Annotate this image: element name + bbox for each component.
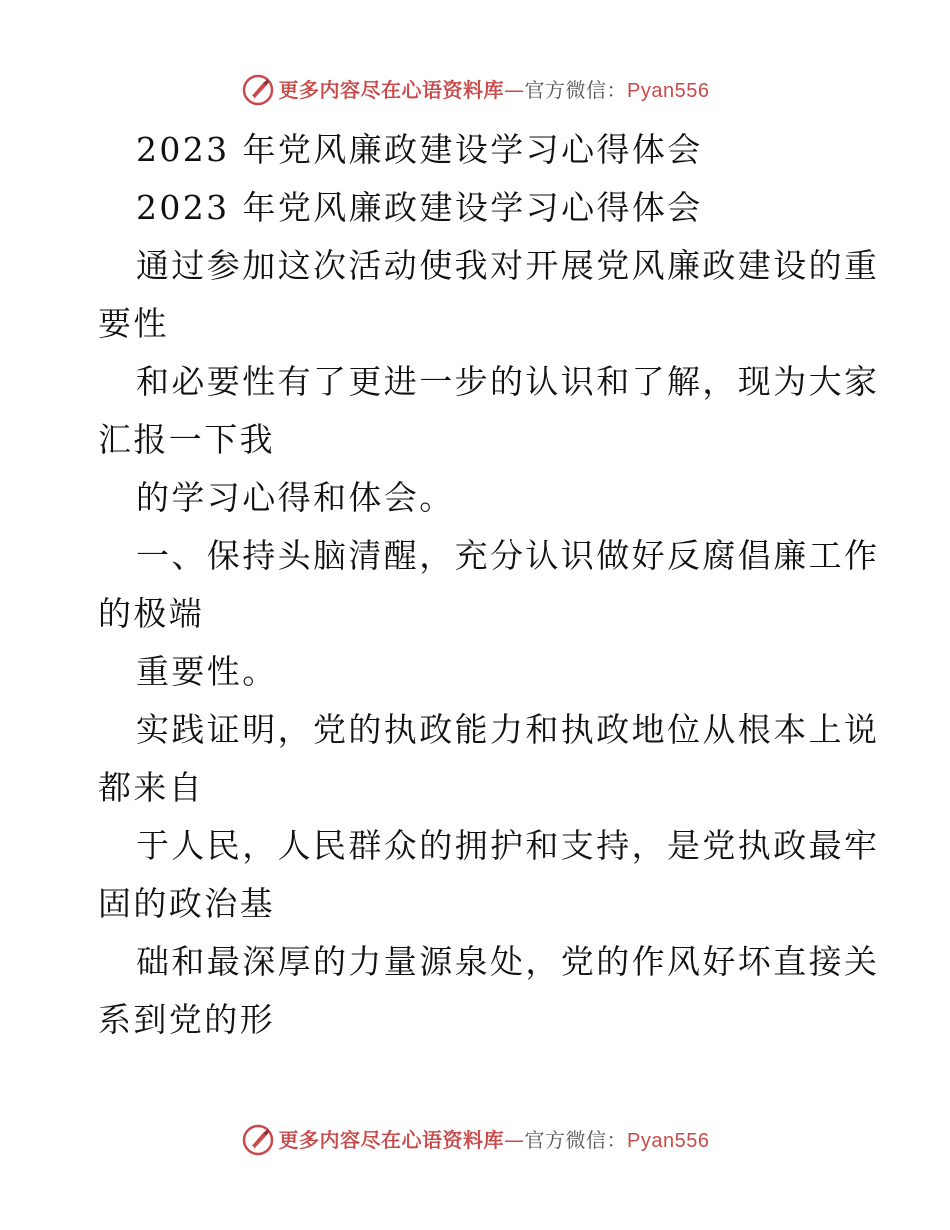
text-line: 和必要性有了更进一步的认识和了解，现为大家: [136, 362, 880, 401]
watermark-site-name: 更多内容尽在心语资料库: [278, 77, 505, 102]
text-line: 通过参加这次活动使我对开展党风廉政建设的重: [136, 246, 880, 285]
text-line: 础和最深厚的力量源泉处，党的作风好坏直接关: [136, 942, 880, 981]
text-line: 实践证明，党的执政能力和执政地位从根本上说: [136, 710, 880, 749]
section-heading-continued: 的极端: [98, 594, 205, 633]
quill-pen-circle-icon: [241, 1123, 275, 1157]
text-line: 都来自: [98, 768, 205, 807]
watermark-wechat-id: Pyan556: [627, 1129, 710, 1152]
text-line: 的学习心得和体会。: [136, 478, 455, 517]
section-heading-continued: 重要性。: [136, 652, 278, 691]
text-line: 固的政治基: [98, 884, 275, 923]
header-watermark: [0, 70, 950, 110]
document-subtitle: 2023 年党风廉政建设学习心得体会: [136, 188, 703, 227]
watermark-site-name: 更多内容尽在心语资料库: [278, 1127, 505, 1152]
watermark-wechat-label: 官方微信：: [524, 77, 628, 102]
watermark-wechat-id: Pyan556: [627, 79, 710, 102]
footer-watermark: [0, 1120, 950, 1160]
text-line: 要性: [98, 304, 169, 343]
document-title: 2023 年党风廉政建设学习心得体会: [136, 130, 703, 169]
watermark-separator: —: [504, 1127, 525, 1152]
watermark-wechat-label: 官方微信：: [524, 1127, 628, 1152]
quill-pen-circle-icon: [241, 73, 275, 107]
text-line: 汇报一下我: [98, 420, 275, 459]
text-line: 于人民，人民群众的拥护和支持，是党执政最牢: [136, 826, 880, 865]
watermark-separator: —: [504, 77, 525, 102]
section-heading: 一、保持头脑清醒，充分认识做好反腐倡廉工作: [136, 536, 880, 575]
document-body: [98, 121, 880, 1049]
text-line: 系到党的形: [98, 1000, 275, 1039]
